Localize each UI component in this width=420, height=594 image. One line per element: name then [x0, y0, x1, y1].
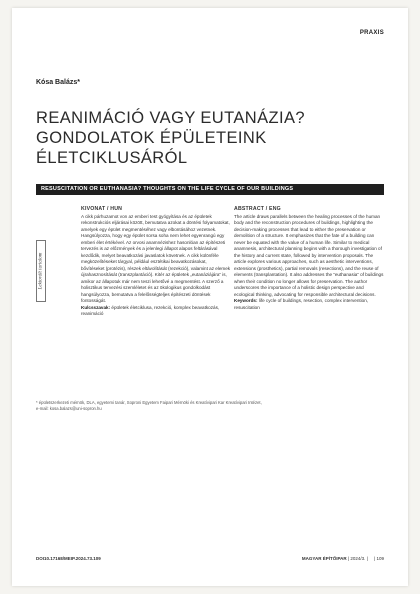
page-number: | 109: [374, 556, 384, 561]
abstract-hungarian: [81, 206, 231, 318]
keywords-hu-text: épületek életciklusa, rezekció, komplex beavatkozás, reanimáció: [81, 304, 220, 316]
article-title: [36, 108, 356, 168]
page-footer: [302, 556, 384, 561]
keywords-en-text: life cycle of buildings, resection, complex intervention, resuscitation: [234, 298, 369, 310]
english-title-banner: RESUSCITATION OR EUTHANASIA? THOUGHTS ON THE LIFE CYCLE OF OUR BUILDINGS: [36, 184, 384, 195]
abstract-english: [234, 206, 384, 311]
footnote-email: e-mail: kosa.balazs@uni-sopron.hu: [36, 405, 102, 411]
section-tag: PRAXIS: [359, 30, 384, 36]
abstract-hu-heading: KIVONAT / HUN: [81, 206, 123, 212]
journal-page: [12, 8, 408, 586]
keywords-en-label: Keywords:: [234, 298, 258, 303]
abstract-en-heading: ABSTRACT / ENG: [234, 206, 281, 212]
doi-label: DOI10.17168/MEIP.2024.73.109: [36, 556, 101, 561]
title-line: GONDOLATOK ÉPÜLETEINK: [36, 129, 267, 147]
side-label-text: Lektorált tartalom: [38, 252, 44, 290]
issue-number: | 2024/3. |: [347, 556, 368, 561]
abstract-hu-text: A cikk párhuzamot von az emberi test gyógyítása és az épületek rekonstrukciós eljárásai között, bemutatva azokat a döntési folyamatokat, amelyek egy épület megmentéséhez vagy elbontásához vezetnek. Hangsúlyozza, hogy egy épület sorsa soha nem lehet egyenrangú egy emberi élet értékével. Az orvosi anamnézishez hasonlóan az építészeti tervezés is az előzmények és a jelenlegi állapot alapos feltárásával kezdődik, melyet beavatkozási javaslatok követnek. A cikk különféle megközelítéseket tárgyal, például esztétikai beavatkozásokat, bővítéseket (protézis), részek eltávolítását (rezekció), valamint az elemek újrahasznosítását (transzplantáció). Kitér az épületek „eutanáziájára” is, amikor az állapotuk már nem teszi lehetővé a megmentést. A szerző a holisztikus tervezési szemléletet és az ökologikus gondolkodást hangsúlyozza, bemutatva a felelősségteljes építészeti döntések fontosságát.: [81, 213, 231, 303]
abstract-en-text: The article draws parallels between the healing processes of the human body and the reconstruction procedures of buildings, highlighting the decision-making processes that lead to either the preservation or demolition of a structure. It emphasizes that the fate of a building can never be equated with the value of a human life. Similar to medical anamnesis, architectural planning begins with a thorough investigation of the history and current state, followed by intervention proposals. The article explores various approaches, such as aesthetic interventions, extensions (prosthetics), partial removals (resections), and the reuse of elements (transplantation). It also addresses the “euthanasia” of buildings when their condition no longer allows for preservation. The author underscores the importance of a holistic design perspective and ecological thinking, advocating for responsible architectural decisions.: [234, 213, 384, 297]
title-line: ÉLETCIKLUSÁRÓL: [36, 149, 188, 167]
journal-name: MAGYAR ÉPÍTŐIPAR: [301, 556, 347, 561]
author-name: Kósa Balázs*: [36, 79, 80, 86]
author-footnote: [36, 400, 366, 411]
keywords-en: [234, 298, 384, 311]
keywords-hu: [81, 305, 231, 318]
keywords-hu-label: Kulcsszavak:: [81, 304, 111, 310]
footnote-affiliation: * épületszerkezeti mérnök, DLA, egyetemi tanár, Soproni Egyetem Faipari Mérnöki és Kreatívipari Kar Kreatívipari Intézet,: [36, 400, 262, 405]
peer-reviewed-label: [36, 240, 46, 302]
title-line: REANIMÁCIÓ VAGY EUTANÁZIA?: [36, 109, 305, 127]
